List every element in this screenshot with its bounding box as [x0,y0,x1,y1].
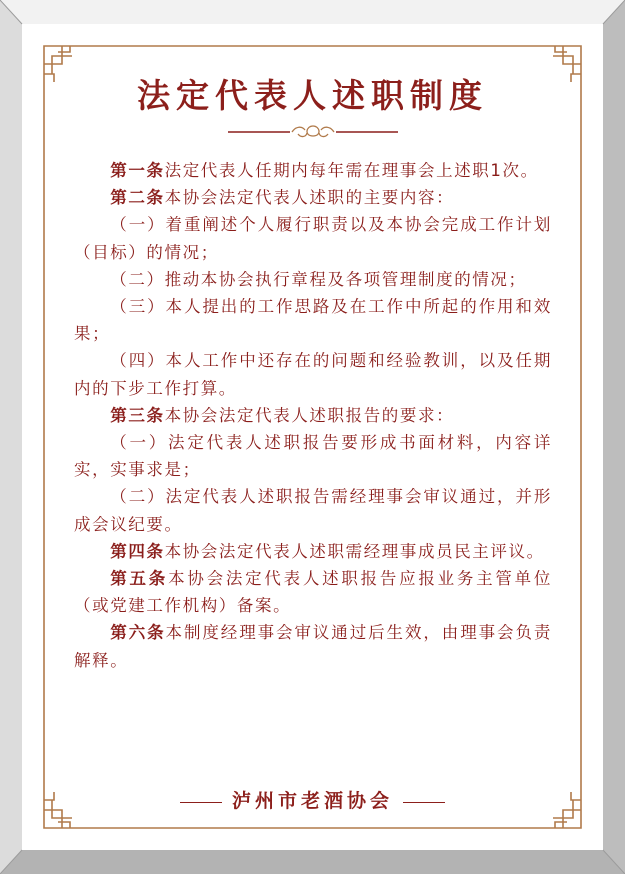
clause-text: （二）法定代表人述职报告需经理事会审议通过，并形成会议纪要。 [74,487,552,534]
page-title: 法定代表人述职制度 [137,76,488,115]
clause-lead: 第六条 [110,623,166,643]
footer-dash-left [180,802,222,803]
regulation-body [74,157,552,674]
clause-text: 本协会法定代表人述职报告的要求： [164,405,455,425]
clause-text: 本制度经理事会审议通过后生效，由理事会负责解释。 [74,623,552,670]
clause-text: （一）着重阐述个人履行职责以及本协会完成工作计划（目标）的情况； [74,215,552,262]
clause-2 [74,184,552,211]
clause-2-item-1 [74,211,552,265]
clause-3-item-1 [74,429,552,483]
clause-lead: 第五条 [110,569,169,589]
clause-lead: 第四条 [110,541,165,561]
clause-text: 本协会法定代表人述职需经理事成员民主评议。 [164,541,545,561]
clause-text: （二）推动本协会执行章程及各项管理制度的情况； [110,269,527,289]
clause-3-item-2 [74,483,552,537]
clause-5 [74,565,552,619]
clause-lead: 第二条 [110,188,165,208]
clause-lead: 第三条 [110,405,165,425]
clause-2-item-3 [74,293,552,347]
clause-6 [74,619,552,673]
clause-lead: 第一条 [110,161,165,180]
clause-1 [74,157,552,184]
title-divider-ornament [228,122,398,140]
clause-4 [74,538,552,565]
clause-3 [74,402,552,429]
issuer-name: 泸州市老酒协会 [231,790,393,812]
clause-text: 本协会法定代表人述职的主要内容： [164,188,455,208]
clause-text: （四）本人工作中还存在的问题和经验教训，以及任期内的下步工作打算。 [74,351,552,398]
footer-dash-right [403,802,445,803]
issuer-signature [0,786,625,813]
clause-2-item-4 [74,347,552,401]
clause-text: 法定代表人任期内每年需在理事会上述职1次。 [164,161,539,180]
clause-2-item-2 [74,266,552,293]
clause-text: （三）本人提出的工作思路及在工作中所起的作用和效果； [74,297,552,344]
clause-text: （一）法定代表人述职报告要形成书面材料，内容详实，实事求是； [74,433,552,480]
clause-text: 本协会法定代表人述职报告应报业务主管单位（或党建工作机构）备案。 [74,569,552,616]
